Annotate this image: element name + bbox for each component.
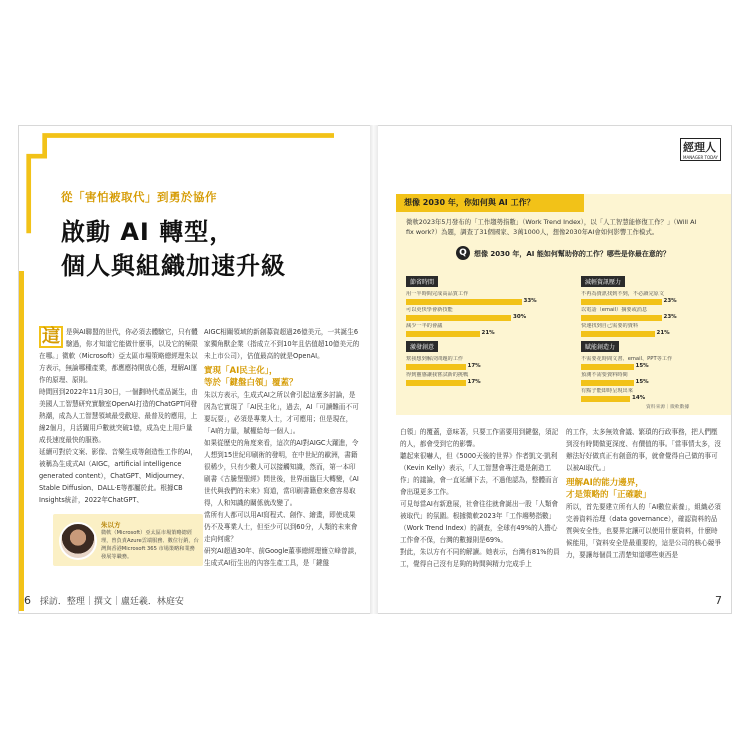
article-title-line2: 個人與組織加速升級	[61, 252, 286, 280]
author-box	[53, 514, 203, 566]
chart-group-title: 激發創意	[406, 341, 438, 352]
paragraph: 對此，朱以方有不同的解讀。她表示，台灣有81%的員工，覺得自己沒有足夠的時間與精力完成手上	[400, 548, 560, 568]
bar-label: 得到靈感讓我嘗試新的挑戰	[406, 372, 469, 378]
paragraph: 朱以方表示，生成式AI之所以會引起這麼多討論，是因為它實現了「AI民主化」，過去，AI「可讀難而不可要玩耍」，必須是專業人士，才可應用；但是現在，「AI的力量，賦權給每一個人」。	[204, 391, 359, 435]
paragraph: 這 是與AI聯盟的世代，你必須去體驗它，只有體驗過，你才知道它能做什麼事，以及它的極限在哪。」微軟（Microsoft）亞太區市場策略總經理朱以方表示，無論哪種產業，都應應持開放心態，理解AI運作的原理、原則。	[39, 326, 198, 384]
section-subhead: 理解AI的能力邊界， 才是策略的「正確駛」	[566, 478, 652, 500]
infographic-panel	[396, 194, 731, 415]
right-column-2	[566, 426, 721, 561]
chart-group	[581, 269, 741, 337]
chart-group-title: 節省時間	[406, 276, 438, 287]
yellow-accent-strip	[19, 271, 24, 611]
paragraph: 可見每當AI有新進展，社會往往就會誕出一股「人類會被取代」的氛圍。根據微軟2023年「工作趨勢指數」（Work Trend Index）的調查，全球有49%的人擔心工作會不保，台灣的數據則是69%。	[400, 500, 559, 544]
bar-row	[406, 364, 566, 370]
magazine-logo: 經理人 MANAGER TODAY	[680, 138, 721, 161]
page-number: 6	[24, 594, 31, 607]
bar-row	[406, 380, 566, 386]
paragraph: 的工作，太多無效會議、繁瑣的行政事務，把人們壓到沒有時間做更深度、有價值的事。「當事情太多，沒辦法好好做真正有創意的事，就會覺得自己做的事可以被AI取代。」	[566, 428, 721, 472]
left-column-1	[39, 326, 199, 506]
chart-group	[406, 269, 566, 337]
paragraph: 當所有人都可以用AI寫程式、創作、繪畫，即使成果仍不及專業人士，但至少可以到60分，人類的未來會走向何處？	[204, 511, 358, 543]
bar-row	[406, 299, 566, 305]
bar-label: 預測不需要資料時間	[581, 372, 628, 378]
paragraph: 聽起來很嚇人，但《5000天後的世界》作者凱文·凱利（Kevin Kelly）表示，「人工智慧會專注還是創造工作」的議論，會一直延續下去，不過他認為，整體而言會出現更多工作。	[400, 452, 559, 496]
bar-value-label: 15%	[635, 379, 649, 385]
article-kicker: 從「害怕被取代」到勇於協作	[61, 190, 217, 204]
bar-value-label: 33%	[523, 298, 537, 304]
bar-value-label: 21%	[481, 330, 495, 336]
page-number: 7	[715, 594, 722, 607]
bar-value-label: 17%	[467, 363, 481, 369]
bar	[406, 315, 511, 321]
article-title-line1: 啟動 AI 轉型，	[61, 218, 235, 246]
bar	[406, 380, 466, 386]
bar-label: 有點子能即時呈現出來	[581, 388, 633, 394]
infographic-header: 想像 2030 年，你如何與 AI 工作？	[396, 194, 584, 212]
bar	[406, 299, 522, 305]
infographic-intro: 微軟2023年5月發布的「工作趨勢指數」（Work Trend Index），以「人工智慧能修復工作？」（Will AI fix work?）為題，調查了31個國家、3萬1000人，想像2030年AI會如何影響工作模式。	[406, 218, 697, 236]
bar	[581, 380, 634, 386]
chart-group-title: 賦能創造力	[581, 341, 619, 352]
chart-group	[581, 334, 741, 402]
section-subhead: 實現「AI民主化」， 等於「鍵盤白領」覆蓋？	[204, 366, 298, 388]
bar-value-label: 30%	[513, 314, 527, 320]
right-page	[378, 125, 732, 614]
credit-line: 採訪．整理｜撰文｜盧廷羲．林庭安	[39, 597, 184, 607]
bar	[581, 396, 630, 402]
paragraph: 延續可對於文案、影像、音樂生成等創造性工作的AI，被稱為生成式AI（AIGC，artificial intelligence generated content），ChatGPT、Midjourney、Stable Diffusion、DALL·E等都屬於此。根據CB Insights統計，2022年ChatGPT、	[39, 448, 198, 504]
bar-label: 不需要花時間文書、email、PPT等工作	[581, 356, 673, 362]
left-page	[18, 125, 371, 614]
avatar	[59, 522, 97, 560]
page-footer	[24, 594, 184, 607]
book-gutter	[370, 125, 378, 614]
bar	[581, 315, 662, 321]
paragraph: 如果從歷史的角度來看，這次的AI對AIGC大躍進，令人想到15世紀印刷術的發明，在中世紀的歐洲，書籍很稀少，只有少數人可以接觸知識，然而，第一本印刷書《古騰堡聖經》問世後，世界面臨巨大轉變，《AI世代與我們的未來》寫道，當印刷書籍愈來愈容易取得，人和知識的關係就改變了。	[204, 439, 359, 507]
bar-label: 以電話（email）摘要或消息	[581, 307, 648, 313]
left-column-2	[204, 326, 362, 569]
bar-row	[581, 315, 741, 321]
bar	[581, 364, 634, 370]
paragraph: 所以，首先要建立所有人的「AI數位素養」，組織必須完善資料治理（data governance），確認資料的品質與安全性，也要界定讓可以使用什麼資料，什麼時候能用，「資料安全是最重要的，這是公司的核心競爭力，要讓每個員工清楚知道哪些東西是	[566, 503, 721, 559]
bar-label: 幫我想到解決問題的工作	[406, 356, 464, 362]
paragraph: 白領」的覆蓋，意味著，只要工作需要用到鍵盤，須記的人，都會受到它的影響。	[400, 428, 559, 448]
bar-label: 用一半時間完成高品質工作	[406, 291, 469, 297]
right-column-1	[400, 426, 560, 570]
bar-value-label: 15%	[635, 363, 649, 369]
bar	[406, 364, 466, 370]
bar-value-label: 14%	[632, 395, 646, 401]
bar-value-label: 23%	[663, 298, 677, 304]
bar	[581, 299, 662, 305]
question-icon: Q	[456, 246, 470, 260]
dropcap: 這	[39, 326, 63, 348]
source-note: 資料來源｜微軟數據	[646, 405, 690, 410]
question-text: 想像 2030 年，AI 能如何幫助你的工作？哪些是你最在意的？	[474, 250, 670, 258]
bar-row	[581, 380, 741, 386]
bar-label: 可以更快學會新技能	[406, 307, 453, 313]
bar-row	[581, 364, 741, 370]
paragraph: AIGC相關領域的新創募資超過26億美元，一其誕生6家獨角獸企業（指成立不到10年且估值超10億美元的未上市公司），估值最高的就是OpenAI。	[204, 328, 360, 360]
bar-value-label: 17%	[467, 379, 481, 385]
chart-group	[406, 334, 566, 386]
paragraph: 研究AI超過30年、前Google董事總經理簡立峰曾談，生成式AI衍生出的內容生產工具，是「鍵盤	[204, 547, 361, 567]
bar-label: 不再為資訊找到不到，不必讀完原文	[581, 291, 665, 297]
bar-value-label: 23%	[663, 314, 677, 320]
bar-row	[406, 315, 566, 321]
bar-row	[581, 299, 741, 305]
bar-label: 快速找到自己需要的資料	[581, 323, 639, 329]
author-name: 朱以方	[101, 521, 121, 529]
paragraph: 時間回到2022年11月30日，一個劃時代產品誕生，由美國人工智慧研究實驗室OpenAI打造的ChatGPT问發熱潮，成為人工智慧領域最受歡迎、最普及的應用，上線2個月，月活躍用戶數就突破1億，成為史上用戶量成長速度最快的服務。	[39, 388, 198, 444]
chart-group-title: 減輕資訊壓力	[581, 276, 625, 287]
author-description: 微軟（Microsoft）亞太區市場策略總經理，曾負責Azure雲端服務、數位行銷，台灣與香港Microsoft 365 市場策略和業務發展等職務。	[101, 530, 199, 560]
bar-label: 減少一半的會議	[406, 323, 443, 329]
bar-value-label: 21%	[656, 330, 670, 336]
bar-row	[581, 396, 741, 402]
